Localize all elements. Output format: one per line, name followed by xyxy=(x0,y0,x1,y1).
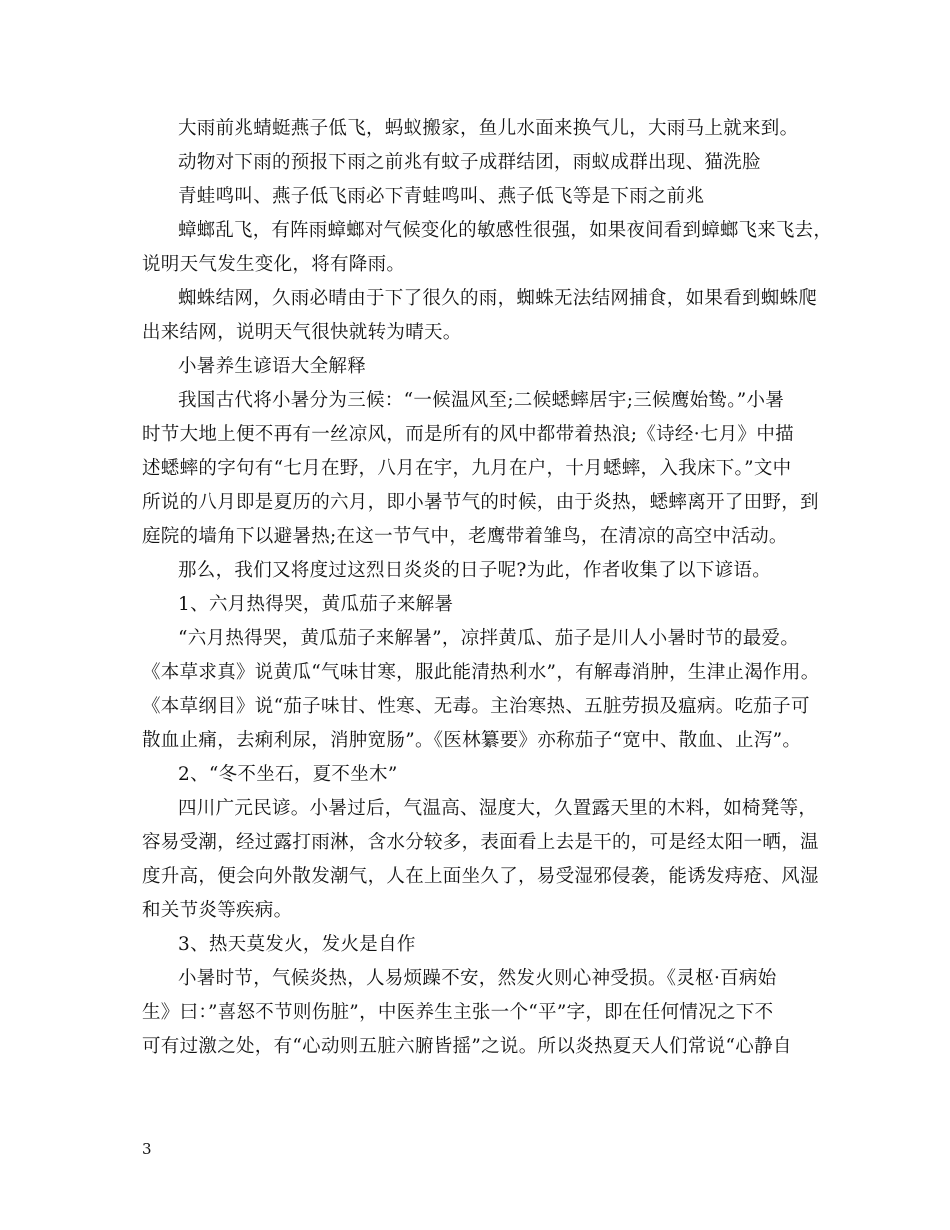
text-line: 四川广元民谚。小暑过后，气温高、湿度大，久置露天里的木料，如椅凳等， xyxy=(178,798,818,819)
text-line: 青蛙鸣叫、燕子低飞雨必下青蛙鸣叫、燕子低飞等是下雨之前兆 xyxy=(178,186,705,207)
section-heading: 小暑养生谚语大全解释 xyxy=(178,356,367,377)
text-line: 所说的八月即是夏历的六月，即小暑节气的时候，由于炎热，蟋蟀离开了田野，到 xyxy=(142,492,819,513)
text-line: 小暑时节，气候炎热，人易烦躁不安，然发火则心神受损。《灵枢·百病始 xyxy=(178,968,777,989)
section-heading: 3、热天莫发火，发火是自作 xyxy=(178,934,416,955)
text-line: 容易受潮，经过露打雨淋，含水分较多，表面看上去是干的，可是经太阳一晒，温 xyxy=(142,832,819,853)
text-line: 大雨前兆蜻蜓燕子低飞，蚂蚁搬家，鱼儿水面来换气儿，大雨马上就来到。 xyxy=(178,118,799,139)
text-line: 生》曰：”喜怒不节则伤脏”，中医养生主张一个“平”字，即在任何情况之下不 xyxy=(142,1002,774,1023)
text-line: 我国古代将小暑分为三候：“一候温风至;二候蟋蟀居宇;三候鹰始鸷。”小暑 xyxy=(178,390,785,411)
text-line: 《本草纲目》说“茄子味甘、性寒、无毒。主治寒热、五脏劳损及瘟病。吃茄子可 xyxy=(142,696,810,717)
text-line: 说明天气发生变化，将有降雨。 xyxy=(142,254,406,275)
text-line: 可有过激之处，有“心动则五脏六腑皆摇”之说。所以炎热夏天人们常说“心静自 xyxy=(142,1036,792,1057)
text-line: 散血止痛，去痢利尿，消肿宽肠”。《医林纂要》亦称茄子“宽中、散血、止泻”。 xyxy=(142,730,802,751)
page-number: 3 xyxy=(142,1140,152,1158)
text-line: 时节大地上便不再有一丝凉风，而是所有的风中都带着热浪;《诗经·七月》中描 xyxy=(142,424,794,445)
text-line: “六月热得哭，黄瓜茄子来解暑”，凉拌黄瓜、茄子是川人小暑时节的最爱。 xyxy=(178,628,800,649)
text-line: 和关节炎等疾病。 xyxy=(142,900,293,921)
text-line: 出来结网，说明天气很快就转为晴天。 xyxy=(142,322,462,343)
text-line: 《本草求真》说黄瓜“气味甘寒，服此能清热利水”，有解毒消肿，生津止渴作用。 xyxy=(142,662,820,683)
text-line: 动物对下雨的预报下雨之前兆有蚊子成群结团，雨蚁成群出现、猫洗脸 xyxy=(178,152,761,173)
section-heading: 1、六月热得哭，黄瓜茄子来解暑 xyxy=(178,594,454,615)
text-line: 庭院的墙角下以避暑热;在这一节气中，老鹰带着雏鸟，在清凉的高空中活动。 xyxy=(142,526,788,547)
text-line: 蜘蛛结网，久雨必晴由于下了很久的雨，蜘蛛无法结网捕食，如果看到蜘蛛爬 xyxy=(178,288,818,309)
text-line: 那么，我们又将度过这烈日炎炎的日子呢?为此，作者收集了以下谚语。 xyxy=(178,560,772,581)
section-heading: 2、“冬不坐石，夏不坐木” xyxy=(178,764,398,785)
text-line: 度升高，便会向外散发潮气，人在上面坐久了，易受湿邪侵袭，能诱发痔疮、风湿 xyxy=(142,866,819,887)
text-line: 蟑螂乱飞，有阵雨蟑螂对气候变化的敏感性很强，如果夜间看到蟑螂飞来飞去， xyxy=(178,220,833,241)
text-line: 述蟋蟀的字句有“七月在野，八月在宇，九月在户，十月蟋蟀，入我床下。”文中 xyxy=(142,458,792,479)
